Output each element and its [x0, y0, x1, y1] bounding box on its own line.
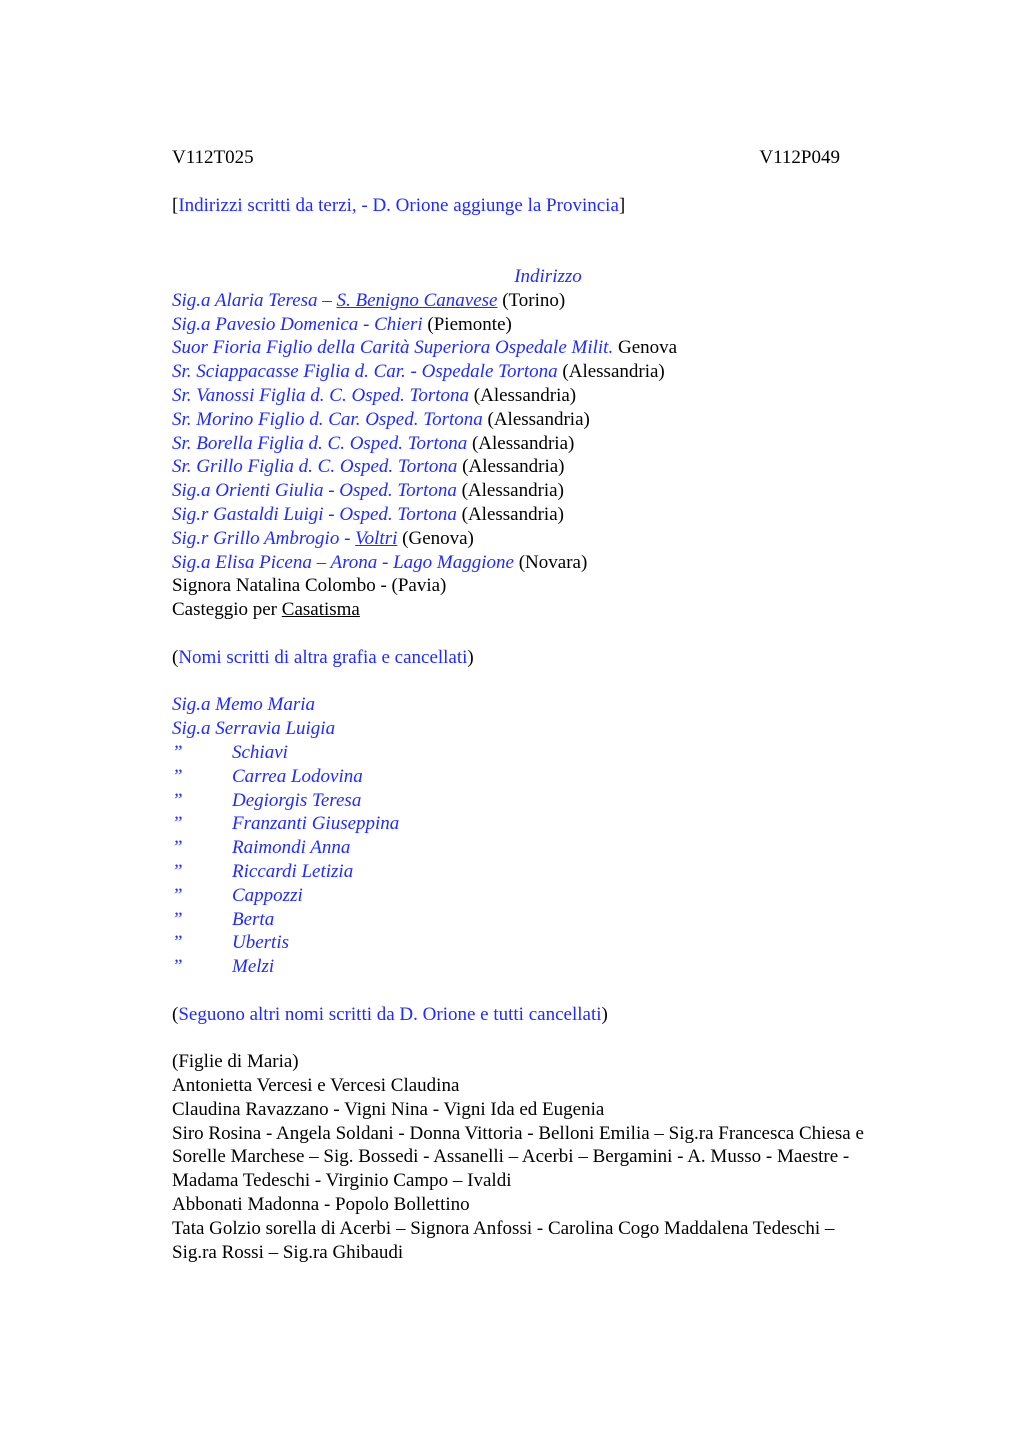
address-line: Sig.r Grillo Ambrogio - Voltri (Genova) [172, 527, 474, 549]
list-item: Sig.a Serravia Luigia [172, 718, 336, 740]
address-line: Sr. Morino Figlio d. Car. Osped. Tortona (Alessandria) [172, 408, 590, 430]
list-item: ” Carrea Lodovina [172, 765, 363, 787]
address-line: Sig.a Elisa Picena – Arona - Lago Maggione (Novara) [172, 551, 588, 573]
addresses-heading: Indirizzo [514, 265, 582, 287]
address-line: Signora Natalina Colombo - (Pavia) [172, 575, 447, 597]
document-header [172, 146, 840, 170]
list-item: Abbonati Madonna - Popolo Bollettino [172, 1194, 470, 1216]
address-line: Sig.a Pavesio Domenica - Chieri (Piemonte) [172, 313, 512, 335]
address-line: Sig.r Gastaldi Luigi - Osped. Tortona (Alessandria) [172, 503, 564, 525]
address-list [172, 289, 932, 622]
ditto-mark: ” [172, 789, 183, 811]
list-item: ” Berta [172, 908, 275, 930]
document-page [172, 146, 932, 1264]
address-line: Sig.a Orienti Giulia - Osped. Tortona (Alessandria) [172, 480, 564, 502]
address-line: Sig.a Alaria Teresa – S. Benigno Canavese (Torino) [172, 289, 566, 311]
list-item: ” Cappozzi [172, 884, 303, 906]
address-line: Sr. Borella Figlia d. C. Osped. Tortona (Alessandria) [172, 432, 575, 454]
ditto-mark: ” [172, 813, 183, 835]
cancelled-note: (Nomi scritti di altra grafia e cancellati) [172, 646, 474, 668]
right-code: V112P049 [759, 147, 840, 168]
list-item: Tata Golzio sorella di Acerbi – Signora Anfossi - Carolina Cogo Maddalena Tedeschi – [172, 1217, 835, 1239]
address-line: Casteggio per Casatisma [172, 599, 360, 621]
list-item: Claudina Ravazzano - Vigni Nina - Vigni Ida ed Eugenia [172, 1098, 605, 1120]
list-item: ” Franzanti Giuseppina [172, 813, 400, 835]
ditto-mark: ” [172, 884, 183, 906]
address-link: Voltri [355, 527, 398, 549]
list-item: Sig.ra Rossi – Sig.ra Ghibaudi [172, 1241, 404, 1263]
ditto-mark: ” [172, 837, 183, 859]
list-item: ” Degiorgis Teresa [172, 789, 362, 811]
address-line: Sr. Grillo Figlia d. C. Osped. Tortona (Alessandria) [172, 456, 565, 478]
figlie-list [172, 1050, 932, 1264]
address-link: Casatisma [281, 599, 360, 621]
ditto-mark: ” [172, 860, 183, 882]
list-item: (Figlie di Maria) [172, 1051, 299, 1073]
ditto-mark: ” [172, 741, 183, 763]
cancelled-list [172, 693, 932, 979]
left-code: V112T025 [172, 147, 254, 168]
list-item: ” Schiavi [172, 741, 288, 763]
address-line: Sr. Sciappacasse Figlia d. Car. - Ospedale Tortona (Alessandria) [172, 361, 665, 383]
ditto-mark: ” [172, 956, 183, 978]
ditto-mark: ” [172, 765, 183, 787]
ditto-mark: ” [172, 908, 183, 930]
intro-note: [Indirizzi scritti da terzi, - D. Orione aggiunge la Provincia] [172, 194, 626, 216]
list-item: ” Raimondi Anna [172, 837, 351, 859]
list-item: ” Ubertis [172, 932, 289, 954]
address-link: S. Benigno Canavese [336, 289, 498, 311]
list-item: Sorelle Marchese – Sig. Bossedi - Assanelli – Acerbi – Bergamini - A. Musso - Maestre - [172, 1146, 850, 1168]
orione-note: (Seguono altri nomi scritti da D. Orione e tutti cancellati) [172, 1003, 608, 1025]
list-item: Siro Rosina - Angela Soldani - Donna Vittoria - Belloni Emilia – Sig.ra Francesca Chiesa e [172, 1122, 864, 1144]
list-item: ” Melzi [172, 956, 275, 978]
list-item: Sig.a Memo Maria [172, 694, 316, 716]
list-item: Madama Tedeschi - Virginio Campo – Ivaldi [172, 1170, 512, 1192]
ditto-mark: ” [172, 932, 183, 954]
list-item: ” Riccardi Letizia [172, 860, 354, 882]
list-item: Antonietta Vercesi e Vercesi Claudina [172, 1075, 460, 1097]
address-line: Sr. Vanossi Figlia d. C. Osped. Tortona (Alessandria) [172, 384, 577, 406]
address-line: Suor Fioria Figlio della Carità Superiora Ospedale Milit. Genova [172, 337, 678, 359]
